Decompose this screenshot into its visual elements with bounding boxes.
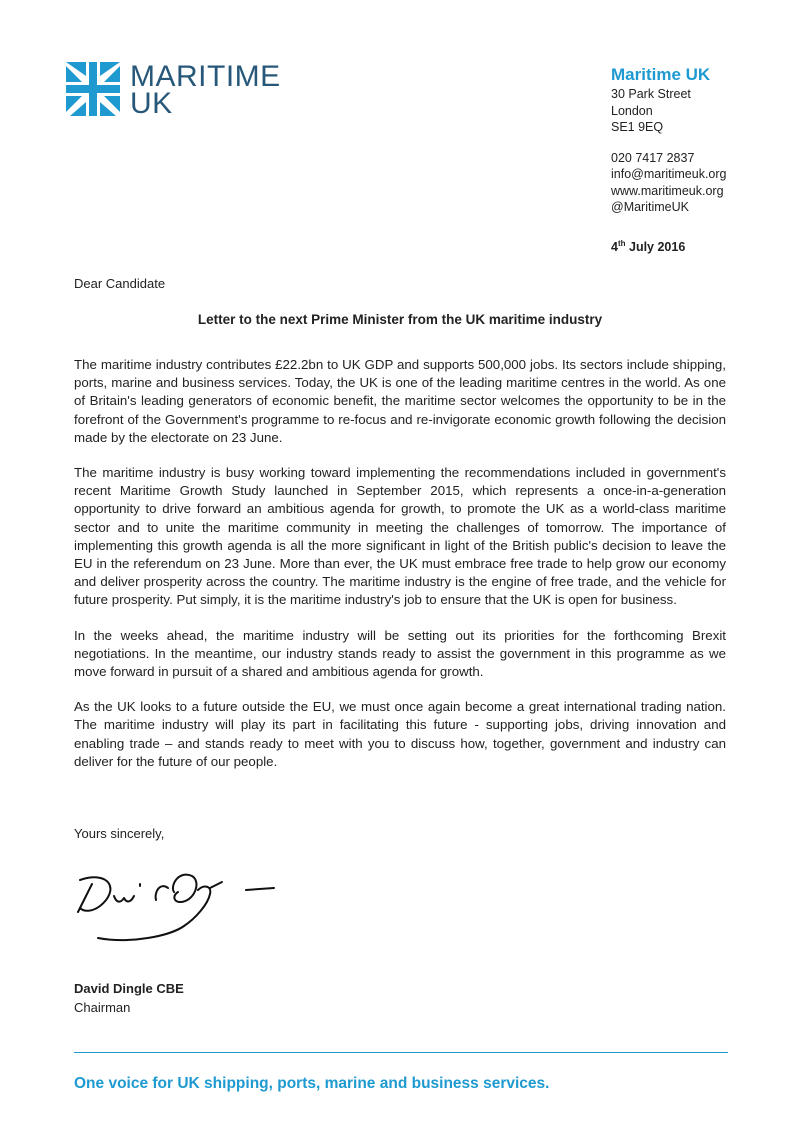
signer-name: David Dingle CBE xyxy=(74,981,184,996)
date-suffix: th xyxy=(617,238,626,248)
date-rest: July 2016 xyxy=(625,239,686,254)
date-day: 4 xyxy=(611,239,618,254)
signer-title: Chairman xyxy=(74,1000,131,1015)
logo-line-1: MARITIME xyxy=(130,60,281,93)
body-paragraph: In the weeks ahead, the maritime industry will be setting out its priorities for the forthcoming Brexit negotiations. In the meantime, our industry stands ready to assist the government in this programme as we move forward in pursuit of a shared and ambitious agenda for growth. xyxy=(74,627,726,680)
union-flag-icon xyxy=(66,62,120,116)
footer-tagline: One voice for UK shipping, ports, marine and business services. xyxy=(74,1075,550,1092)
address-email: info@maritimeuk.org xyxy=(611,167,727,181)
body-paragraph: The maritime industry is busy working toward implementing the recommendations included in government's recent Maritime Growth Study launched in September 2015, which represents a once-in-a-generation opportunity to drive forward an ambitious agenda for growth, to promote the UK as a world-class maritime sector and to unite the maritime community in meeting the challenges of tomorrow. The importance of implementing this growth agenda is all the more significant in light of the British public's decision to leave the EU in the referendum on 23 June. More than ever, the UK must embrace free trade to help grow our economy and deliver prosperity across the country. The maritime industry is the engine of free trade, and the vehicle for future prosperity. Put simply, it is the maritime industry's job to ensure that the UK is open for business. xyxy=(74,465,726,608)
letter-subject: Letter to the next Prime Minister from the UK maritime industry xyxy=(197,312,603,327)
body-paragraph: The maritime industry contributes £22.2bn to UK GDP and supports 500,000 jobs. Its sectors include shipping, ports, marine and business services. Today, the UK is one of the leading maritime centres in the world. As one of Britain's leading generators of economic benefit, the maritime sector welcomes the opportunity to be in the forefront of the Government's programme to re-focus and re-invigorate economic growth following the decision made by the electorate on 23 June. xyxy=(74,357,726,445)
signer-block xyxy=(74,979,184,1017)
handwritten-signature xyxy=(70,862,290,962)
address-city: London xyxy=(611,103,653,118)
sender-address xyxy=(611,64,727,255)
address-street: 30 Park Street xyxy=(611,87,691,101)
logo-wordmark xyxy=(130,60,281,120)
logo-line-2: UK xyxy=(130,87,173,120)
letter-date xyxy=(611,236,727,256)
letter-body xyxy=(74,356,726,788)
address-website: www.maritimeuk.org xyxy=(611,183,724,198)
address-postcode: SE1 9EQ xyxy=(611,120,664,134)
address-phone: 020 7417 2837 xyxy=(611,150,695,165)
maritime-uk-logo xyxy=(66,60,296,120)
body-paragraph: As the UK looks to a future outside the EU, we must once again become a great international trading nation. The maritime industry will play its part in facilitating this future - supporting jobs, driving innovation and enabling trade – and stands ready to meet with you to discuss how, together, government and industry can deliver for the future of our people. xyxy=(74,699,726,769)
address-twitter: @MaritimeUK xyxy=(611,200,689,214)
footer-divider xyxy=(74,1052,728,1053)
salutation: Dear Candidate xyxy=(74,276,166,291)
closing: Yours sincerely, xyxy=(74,826,165,841)
sender-org: Maritime UK xyxy=(611,65,711,84)
